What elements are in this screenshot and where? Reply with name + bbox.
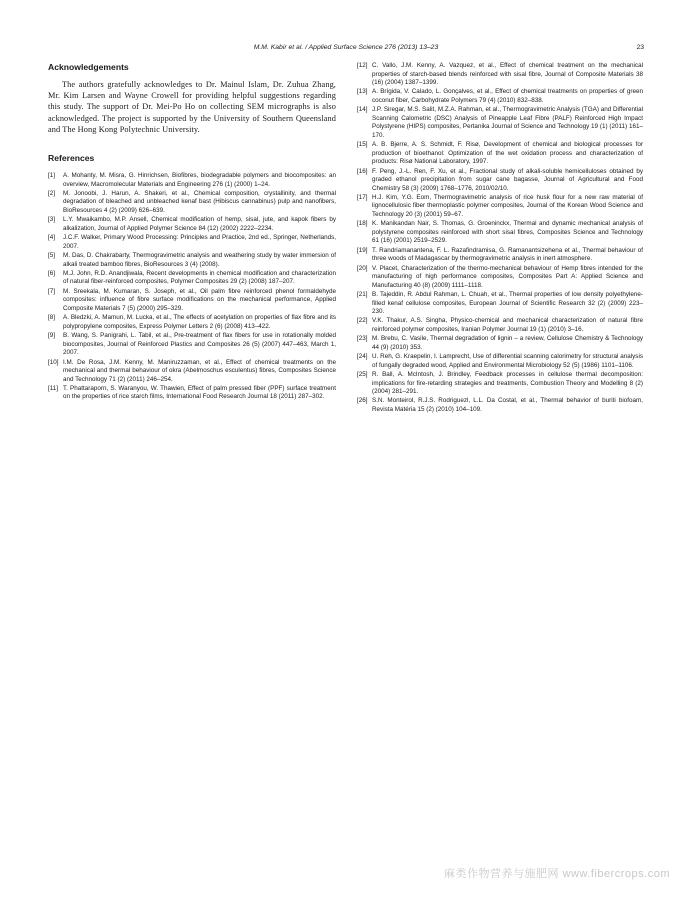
reference-item bbox=[357, 194, 643, 220]
reference-number: [10] bbox=[48, 358, 59, 366]
reference-text: M. Sreekala, M. Kumaran, S. Joseph, et al., Oil palm fibre reinforced phenol formaldehyde composites: influence of fibre surface modifications on the mechanical performance, Applied Composite Materials 7 (5) (2000) 295–329. bbox=[63, 287, 336, 312]
reference-item bbox=[357, 291, 643, 317]
reference-text: B. Tajeddin, R. Abdul Rahman, L. Chuah, et al., Thermal properties of low density polyethylene-filled kenaf cellulose composites, European Journal of Scientific Research 32 (2) (2009) 223–230. bbox=[372, 291, 643, 316]
reference-number: [9] bbox=[48, 332, 56, 340]
reference-text: K. Manikandan Nair, S. Thomas, G. Groeninckx, Thermal and dynamic mechanical analysis of polystyrene composites reinforced with short sisal fibres, Composites Science and Technology 61 (16) (2001) 2519–2529. bbox=[372, 220, 643, 245]
reference-item bbox=[357, 371, 643, 397]
reference-item bbox=[357, 265, 643, 291]
reference-item bbox=[48, 288, 336, 314]
reference-item bbox=[357, 141, 643, 167]
reference-number: [4] bbox=[48, 234, 56, 242]
reference-item bbox=[357, 62, 643, 88]
reference-item bbox=[357, 106, 643, 140]
reference-number: [1] bbox=[48, 172, 56, 180]
reference-item bbox=[48, 234, 336, 251]
reference-number: [25] bbox=[357, 371, 368, 379]
reference-number: [7] bbox=[48, 287, 56, 295]
reference-text: J.P. Siregar, M.S. Salit, M.Z.A. Rahman, et al., Thermogravimetric Analysis (TGA) and Differential Scanning Calometric (DSC) Analysis of Pineapple Leaf Fibre (PALF) Reinforced High Impact Polystyrene (HIPS) composites, Pertanika Journal of Science and Technology 19 (1) (2011) 161–170. bbox=[372, 106, 643, 139]
reference-number: [11] bbox=[48, 384, 59, 392]
reference-item bbox=[357, 335, 643, 352]
reference-text: S.N. Monteirol, R.J.S. Rodriguezl, L.L. Da Costal, et al., Thermal behavior of buriti biofoam, Revista Matéria 15 (2) (2010) 104–109. bbox=[372, 397, 643, 413]
acknowledgements-heading: Acknowledgements bbox=[48, 62, 129, 72]
left-column bbox=[48, 62, 336, 403]
reference-text: U. Reh, G. Kraepelin, I. Lamprecht, Use of differential scanning calorimetry for structural analysis of fungally degraded wood, Applied and Environmental Microbiology 52 (5) (1986) 1101–1106. bbox=[372, 353, 643, 369]
reference-item bbox=[48, 190, 336, 216]
reference-text: M. Das, D. Chakrabarty, Thermogravimetric analysis and weathering study by water immersion of alkali treated bamboo fibres, BioResources 3 (4) (2008). bbox=[63, 252, 336, 268]
reference-number: [3] bbox=[48, 216, 56, 224]
reference-number: [12] bbox=[357, 62, 368, 69]
reference-number: [20] bbox=[357, 264, 368, 272]
reference-item bbox=[48, 270, 336, 287]
reference-item bbox=[357, 168, 643, 194]
reference-item bbox=[357, 397, 643, 414]
acknowledgements-text: The authors gratefully acknowledges to Dr. Mainul Islam, Dr. Zuhua Zhang, Mr. Kim Larsen and Wayne Crowell for providing helpful suggestions regarding this study. The support of Dr. Mei-Po Ho on collecting SEM micrographs is also acknowledged. The project is supported by the University of Southern Queensland and The Hong Kong Polytechnic University. bbox=[48, 80, 336, 134]
reference-number: [23] bbox=[357, 335, 368, 343]
reference-number: [6] bbox=[48, 269, 56, 277]
reference-number: [8] bbox=[48, 314, 56, 322]
reference-text: A. B. Bjerre, A. S. Schmidt, F. Risø, Development of chemical and biological processes for production of bioethanol: Optimization of the wet oxidation process and characterization of products: Risø National Laboratory, 1997. bbox=[372, 141, 643, 166]
reference-item bbox=[48, 332, 336, 358]
reference-number: [21] bbox=[357, 291, 368, 299]
reference-list-left bbox=[48, 172, 336, 402]
reference-number: [18] bbox=[357, 220, 368, 228]
reference-item bbox=[48, 172, 336, 189]
reference-text: V. Placet, Characterization of the thermo-mechanical behaviour of Hemp fibres intended for the manufacturing of high performance composites, Composites Part A: Applied Science and Manufacturing 40 (8) (2009) 1111–1118. bbox=[372, 264, 643, 289]
reference-text: F. Peng, J.-L. Ren, F. Xu, et al., Fractional study of alkali-soluble hemicelluloses obtained by graded ethanol precipitation from sugar cane bagasse, Journal of Agricultural and Food Chemistry 58 (3) (2009) 1768–1776, 2010/02/10. bbox=[372, 167, 643, 192]
reference-number: [26] bbox=[357, 397, 368, 405]
reference-item bbox=[48, 252, 336, 269]
reference-item bbox=[357, 88, 643, 105]
reference-item bbox=[48, 359, 336, 385]
running-header bbox=[48, 42, 644, 54]
reference-text: A. Bledzki, A. Mamun, M. Lucka, et al., The effects of acetylation on properties of flax fibre and its polypropylene composites, Express Polymer Letters 2 (6) (2008) 413–422. bbox=[63, 314, 336, 330]
reference-number: [13] bbox=[357, 88, 368, 96]
reference-number: [16] bbox=[357, 167, 368, 175]
reference-text: C. Vallo, J.M. Kenny, A. Vazquez, et al., Effect of chemical treatment on the mechanical properties of starch-based blends reinforced with sisal fibre, Journal of Composite Materials 38 (16) (2004) 1387–1399. bbox=[372, 62, 643, 86]
reference-item bbox=[48, 314, 336, 331]
reference-item bbox=[357, 353, 643, 370]
reference-text: V.K. Thakur, A.S. Singha, Physico-chemical and mechanical characterization of natural fibre reinforced polymer composites, Iranian Polymer Journal 19 (1) (2010) 3–16. bbox=[372, 317, 643, 333]
reference-number: [17] bbox=[357, 193, 368, 201]
reference-number: [24] bbox=[357, 353, 368, 361]
reference-list-right bbox=[357, 62, 643, 414]
reference-text: L.Y. Mwaikambo, M.P. Ansell, Chemical modification of hemp, sisal, jute, and kapok fibers by alkalization, Journal of Applied Polymer Science 84 (12) (2002) 2222–2234. bbox=[63, 216, 336, 232]
page-number: 23 bbox=[636, 44, 644, 51]
reference-text: B. Wang, S. Panigrahi, L. Tabil, et al., Pre-treatment of flax fibers for use in rotationally molded biocomposites, Journal of Reinforced Plastics and Composites 26 (5) (2007) 447–463, March 1, 2007. bbox=[63, 332, 336, 357]
reference-item bbox=[48, 216, 336, 233]
reference-text: A. Brígida, V. Calado, L. Gonçalves, et al., Effect of chemical treatments on properties of green coconut fiber, Carbohydrate Polymers 79 (4) (2010) 832–838. bbox=[372, 88, 643, 104]
reference-text: M. Jonoobi, J. Harun, A. Shakeri, et al., Chemical composition, crystallinity, and thermal degradation of bleached and unbleached kenaf bast (Hibiscus cannabinus) pulp and nanofibers, BioResources 4 (2) (2009) 626–639. bbox=[63, 189, 336, 214]
reference-text: T. Phattaraporn, S. Waranyou, W. Thawien, Effect of palm pressed fiber (PPF) surface treatment on the properties of rice starch films, International Food Research Journal 18 (2011) 287–302. bbox=[63, 384, 336, 401]
reference-number: [5] bbox=[48, 252, 56, 260]
reference-item bbox=[357, 220, 643, 246]
reference-number: [15] bbox=[357, 141, 368, 149]
reference-number: [2] bbox=[48, 189, 56, 197]
reference-text: J.C.F. Walker, Primary Wood Processing: Principles and Practice, 2nd ed., Springer, Netherlands, 2007. bbox=[63, 234, 336, 250]
reference-item bbox=[48, 385, 336, 402]
right-column bbox=[357, 62, 643, 415]
reference-number: [14] bbox=[357, 106, 368, 114]
reference-text: M. Brebu, C. Vasile, Thermal degradation of lignin – a review, Cellulose Chemistry & Technology 44 (9) (2010) 353. bbox=[372, 335, 643, 351]
reference-text: T. Randriamanantena, F. L. Razafindramisa, G. Ramanantsizehena et al., Thermal behaviour of three woods of Madagascar by thermogravimetric analysis in inert atmosphere. bbox=[372, 246, 643, 263]
reference-item bbox=[357, 247, 643, 264]
reference-text: R. Ball, A. McIntosh, J. Brindley, Feedback processes in cellulose thermal decomposition: implications for fire-retarding strategies and treatments, Combustion Theory and Modelling 8 (2) (2004) 281–291. bbox=[372, 371, 643, 396]
reference-text: H.J. Kim, Y.G. Eom, Thermogravimetric analysis of rice husk flour for a new raw material of lignocellulosic fiber thermoplastic polymer composites, Journal of the Korean Wood Science and Technology 20 (3) (2001) 59–67. bbox=[372, 193, 643, 218]
reference-item bbox=[357, 317, 643, 334]
site-watermark: 麻类作物营养与施肥网 www.fibercrops.com bbox=[444, 868, 670, 880]
reference-text: A. Mohanty, M. Misra, G. Hinrichsen, Biofibres, biodegradable polymers and biocomposites: an overview, Macromolecular Materials and Engineering 276 (1) (2000) 1–24. bbox=[63, 172, 336, 188]
reference-number: [22] bbox=[357, 317, 368, 325]
reference-text: I.M. De Rosa, J.M. Kenny, M. Maniruzzaman, et al., Effect of chemical treatments on the mechanical and thermal behaviour of okra (Abelmoschus esculentus) fibres, Composites Science and Technology 71 (2) (2011) 246–254. bbox=[63, 358, 336, 383]
journal-citation: M.M. Kabir et al. / Applied Surface Science 276 (2013) 13–23 bbox=[253, 44, 439, 51]
reference-text: M.J. John, R.D. Anandjiwala, Recent developments in chemical modification and characterization of natural fiber-reinforced composites, Polymer Composites 29 (2) (2008) 187–207. bbox=[63, 269, 336, 286]
reference-number: [19] bbox=[357, 246, 368, 254]
references-heading: References bbox=[48, 153, 95, 164]
